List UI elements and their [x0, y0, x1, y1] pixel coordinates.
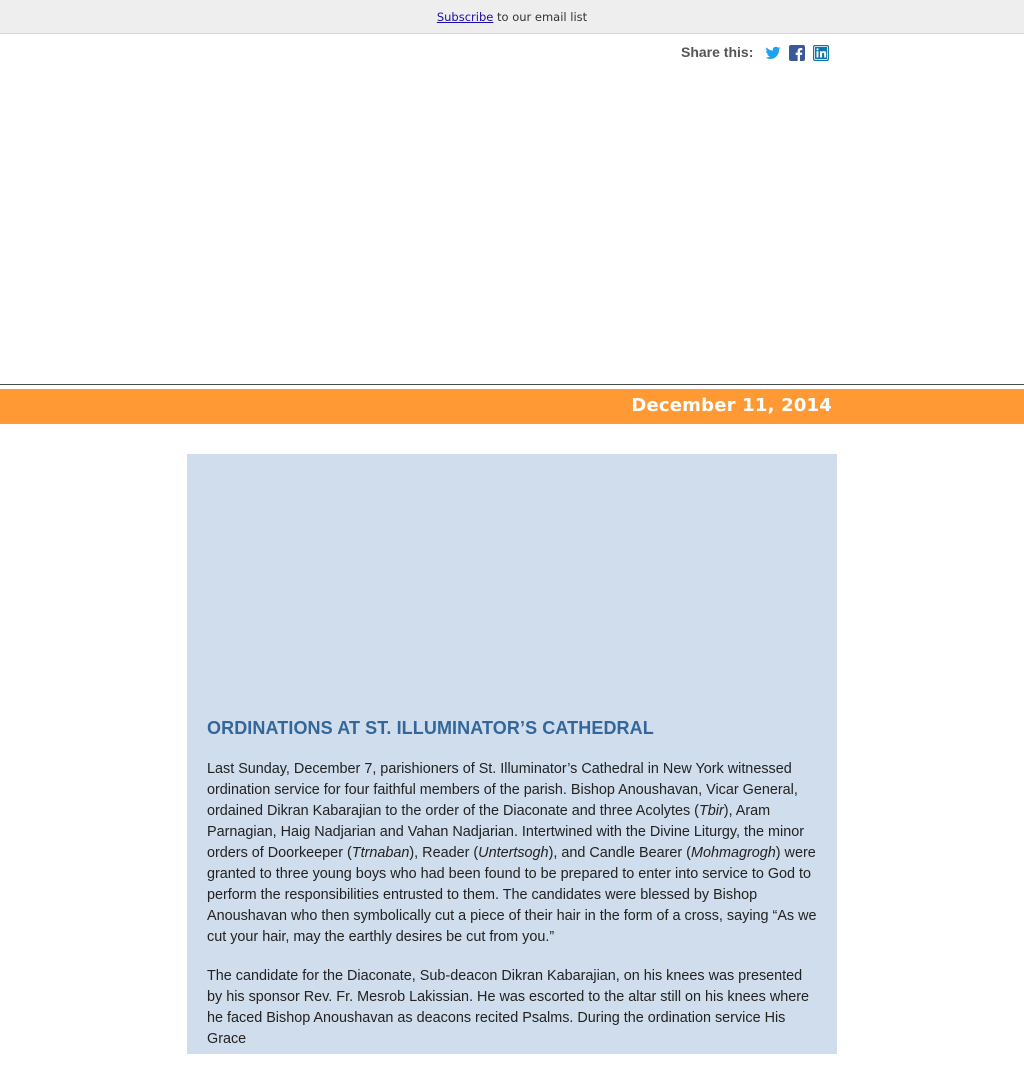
share-bar: [681, 43, 829, 61]
term-tbir: Tbir: [698, 803, 724, 819]
subscribe-link[interactable]: Subscribe: [436, 10, 494, 24]
article-body: [207, 759, 821, 1068]
twitter-icon[interactable]: [765, 45, 781, 61]
linkedin-icon[interactable]: [813, 45, 829, 61]
subscribe-bar: [0, 0, 1024, 34]
article-title: ORDINATIONS AT ST. ILLUMINATOR’S CATHEDRAL: [207, 718, 654, 738]
date-band: [0, 389, 1024, 424]
term-untertsogh: Untertsogh: [478, 845, 549, 861]
share-label: Share this:: [681, 44, 754, 60]
share-icons: [765, 45, 829, 61]
article-card: [187, 454, 837, 1054]
issue-date: December 11, 2014: [631, 395, 832, 416]
facebook-icon[interactable]: [789, 45, 805, 61]
header-divider: [0, 384, 1024, 385]
header-banner: [0, 70, 1024, 380]
term-mohmagrogh: Mohmagrogh: [690, 845, 776, 861]
article-image: [187, 454, 837, 709]
article-paragraph-2: The candidate for the Diaconate, Sub-deacon Dikran Kabarajian, on his knees was presented by his sponsor Rev. Fr. Mesrob Lakissian. He was escorted to the altar still on his knees where he faced Bishop Anoushavan as deacons recited Psalms. During the ordination service His Grace: [207, 968, 810, 1047]
term-ttrnaban: Ttrnaban: [351, 845, 410, 861]
article-paragraph-1: Last Sunday, December 7, parishioners of St. Illuminator’s Cathedral in New York witnessed ordination service for four faithful members of the parish. Bishop Anoushavan, Vicar General, ordained Dikran Kabarajian to the order of the Diaconate and three Acolytes (Tbir), Aram Parnagian, Haig Nadjarian and Vahan Nadjarian. Intertwined with the Divine Liturgy, the minor orders of Doorkeeper (Ttrnaban), Reader (Untertsogh), and Candle Bearer (Mohmagrogh) were granted to three young boys who had been found to be prepared to enter into service to God to perform the responsibilities entrusted to them. The candidates were blessed by Bishop Anoushavan who then symbolically cut a piece of their hair in the form of a cross, saying “As we cut your hair, may the earthly desires be cut from you.”: [207, 761, 817, 945]
subscribe-suffix: to our email list: [493, 10, 588, 24]
